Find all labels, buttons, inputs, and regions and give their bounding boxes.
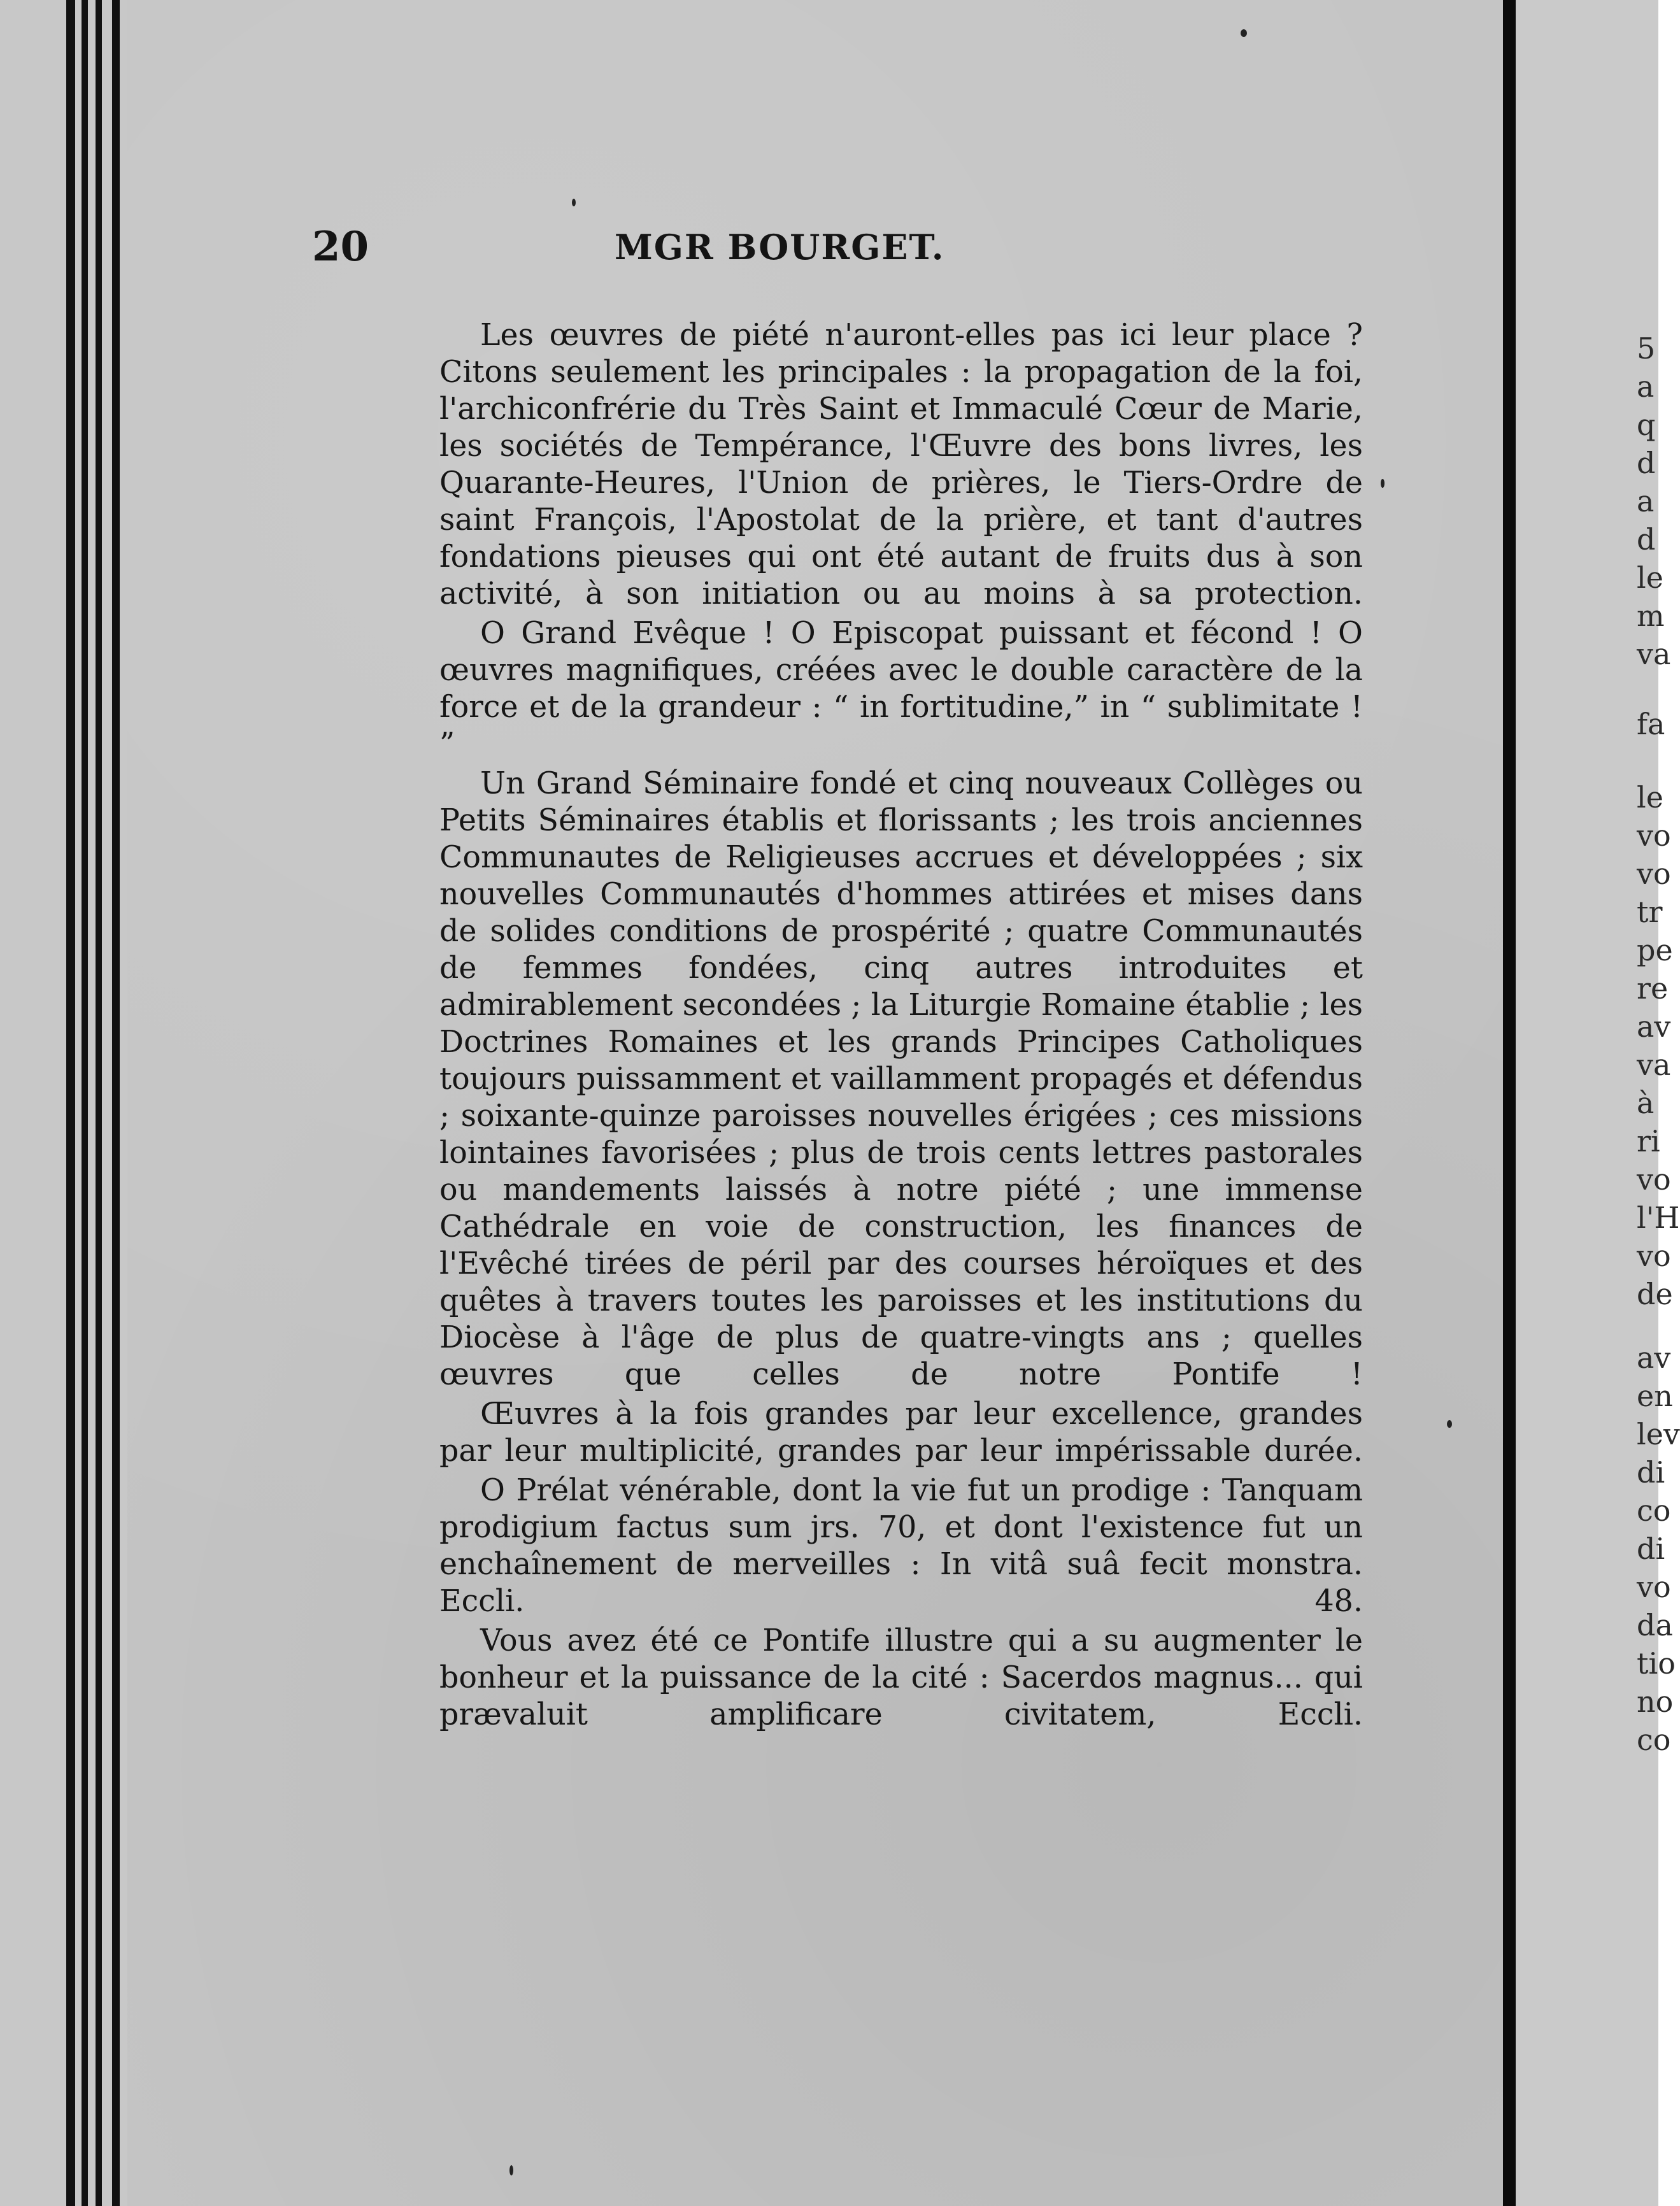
binding-edge-line — [82, 0, 88, 2206]
facing-page-fragment: pe — [1637, 933, 1673, 967]
ink-speck — [572, 199, 576, 206]
facing-page-fragment: di — [1637, 1455, 1665, 1490]
paragraph: Vous avez été ce Pontife illustre qui a su augmenter le bonheur et la puissance de la cité : Sacerdos magnus... qui prævaluit amplificare civitatem, Eccli. — [439, 1623, 1363, 1732]
facing-page-fragment: vo — [1637, 818, 1671, 853]
facing-page-fragment: av — [1637, 1341, 1671, 1375]
ink-speck — [1381, 479, 1385, 488]
facing-page-fragment: le — [1637, 780, 1663, 815]
binding-edge-line — [96, 0, 102, 2206]
facing-page-fragment: co — [1637, 1493, 1671, 1528]
facing-page-edge — [1516, 0, 1680, 2206]
running-title: MGR BOURGET. — [615, 227, 945, 267]
page-gutter — [1503, 0, 1516, 2206]
facing-page-fragment: no — [1637, 1684, 1674, 1719]
binding-edge-background — [0, 0, 127, 2206]
facing-page-fragment: q — [1637, 408, 1656, 442]
facing-page-fragment: à — [1637, 1086, 1655, 1120]
body-text — [439, 317, 1363, 1733]
binding-edge-line — [66, 0, 75, 2206]
paragraph: O Prélat vénérable, dont la vie fut un prodige : Tanquam prodigium factus sum jrs. 70, et dont l'existence fut un enchaînement de merveilles : In vitâ suâ fecit monstra. Eccli. 48. — [439, 1473, 1363, 1619]
facing-page-fragment: en — [1637, 1379, 1673, 1413]
facing-page-fragment: av — [1637, 1009, 1671, 1044]
facing-page-fragment: co — [1637, 1723, 1671, 1757]
ink-speck — [1241, 29, 1247, 37]
running-head — [312, 223, 1064, 274]
facing-page-fragment: d — [1637, 522, 1656, 557]
facing-page-fragment: l'H — [1637, 1200, 1680, 1235]
facing-page-fragment: lev — [1637, 1417, 1680, 1451]
facing-page-fragment: tio — [1637, 1646, 1676, 1681]
page-number: 20 — [312, 223, 369, 271]
facing-page-fragment: 5 — [1637, 331, 1656, 366]
facing-page-fragment: da — [1637, 1608, 1673, 1642]
facing-page-fragment: re — [1637, 971, 1669, 1006]
facing-page-fragment: vo — [1637, 1239, 1671, 1273]
ink-speck — [509, 2165, 513, 2175]
facing-page-fragment: a — [1637, 369, 1655, 404]
facing-page-fragment: fa — [1637, 707, 1665, 741]
facing-page-fragment: ri — [1637, 1124, 1660, 1158]
binding-edge-line — [112, 0, 120, 2206]
paragraph: O Grand Evêque ! O Episcopat puissant et fécond ! O œuvres magnifiques, créées avec le double caractère de la force et de la grandeur : “ in fortitudine,” in “ sublimitate ! ” — [439, 616, 1363, 762]
facing-page-fragment: a — [1637, 484, 1655, 518]
ink-speck — [1447, 1420, 1452, 1428]
paragraph: Les œuvres de piété n'auront-elles pas ici leur place ? Citons seulement les principales : la propagation de la foi, l'archiconfrérie du Très Saint et Immaculé Cœur de Marie, les sociétés de Tempérance, l'Œuvre des bons livres, les Quarante-Heures, l'Union de prières, le Tiers-Ordre de saint François, l'Apostolat de la prière, et tant d'autres fondations pieuses qui ont été autant de fruits dus à son activité, à son initiation ou au moins à sa protection. — [439, 318, 1363, 611]
facing-page-fragment: vo — [1637, 1570, 1671, 1604]
facing-page-fragment: m — [1637, 599, 1665, 633]
facing-page-fragment: tr — [1637, 895, 1663, 929]
facing-page-fragment: vo — [1637, 1162, 1671, 1197]
facing-page-fragment: le — [1637, 560, 1663, 595]
facing-page-fragment: va — [1637, 637, 1671, 671]
paragraph: Œuvres à la fois grandes par leur excellence, grandes par leur multiplicité, grandes par leur impérissable durée. — [439, 1397, 1363, 1469]
facing-page-fragment: va — [1637, 1048, 1671, 1082]
facing-page-fragment: vo — [1637, 857, 1671, 891]
facing-page-fragment: de — [1637, 1277, 1673, 1311]
paragraph: Un Grand Séminaire fondé et cinq nouveaux Collèges ou Petits Séminaires établis et florissants ; les trois anciennes Communautes de Religieuses accrues et développées ; six nouvelles Communautés d'hommes attirées et mises dans de solides conditions de prospérité ; quatre Communautés de femmes fondées, cinq autres introduites et admirablement secondées ; la Liturgie Romaine établie ; les Doctrines Romaines et les grands Principes Catholiques toujours puissamment et vaillamment propagés et défendus ; soixante-quinze paroisses nouvelles érigées ; ces missions lointaines favorisées ; plus de trois cents lettres pastorales ou mandements laissés à notre piété ; une immense Cathédrale en voie de construction, les finances de l'Evêché tirées de péril par des courses héroïques et des quêtes à travers toutes les paroisses et les institutions du Diocèse à l'âge de plus de quatre-vingts ans ; quelles œuvres que celles de notre Pontife ! — [439, 766, 1363, 1392]
facing-page-fragment: d — [1637, 446, 1656, 480]
facing-page-fragment: di — [1637, 1532, 1665, 1566]
